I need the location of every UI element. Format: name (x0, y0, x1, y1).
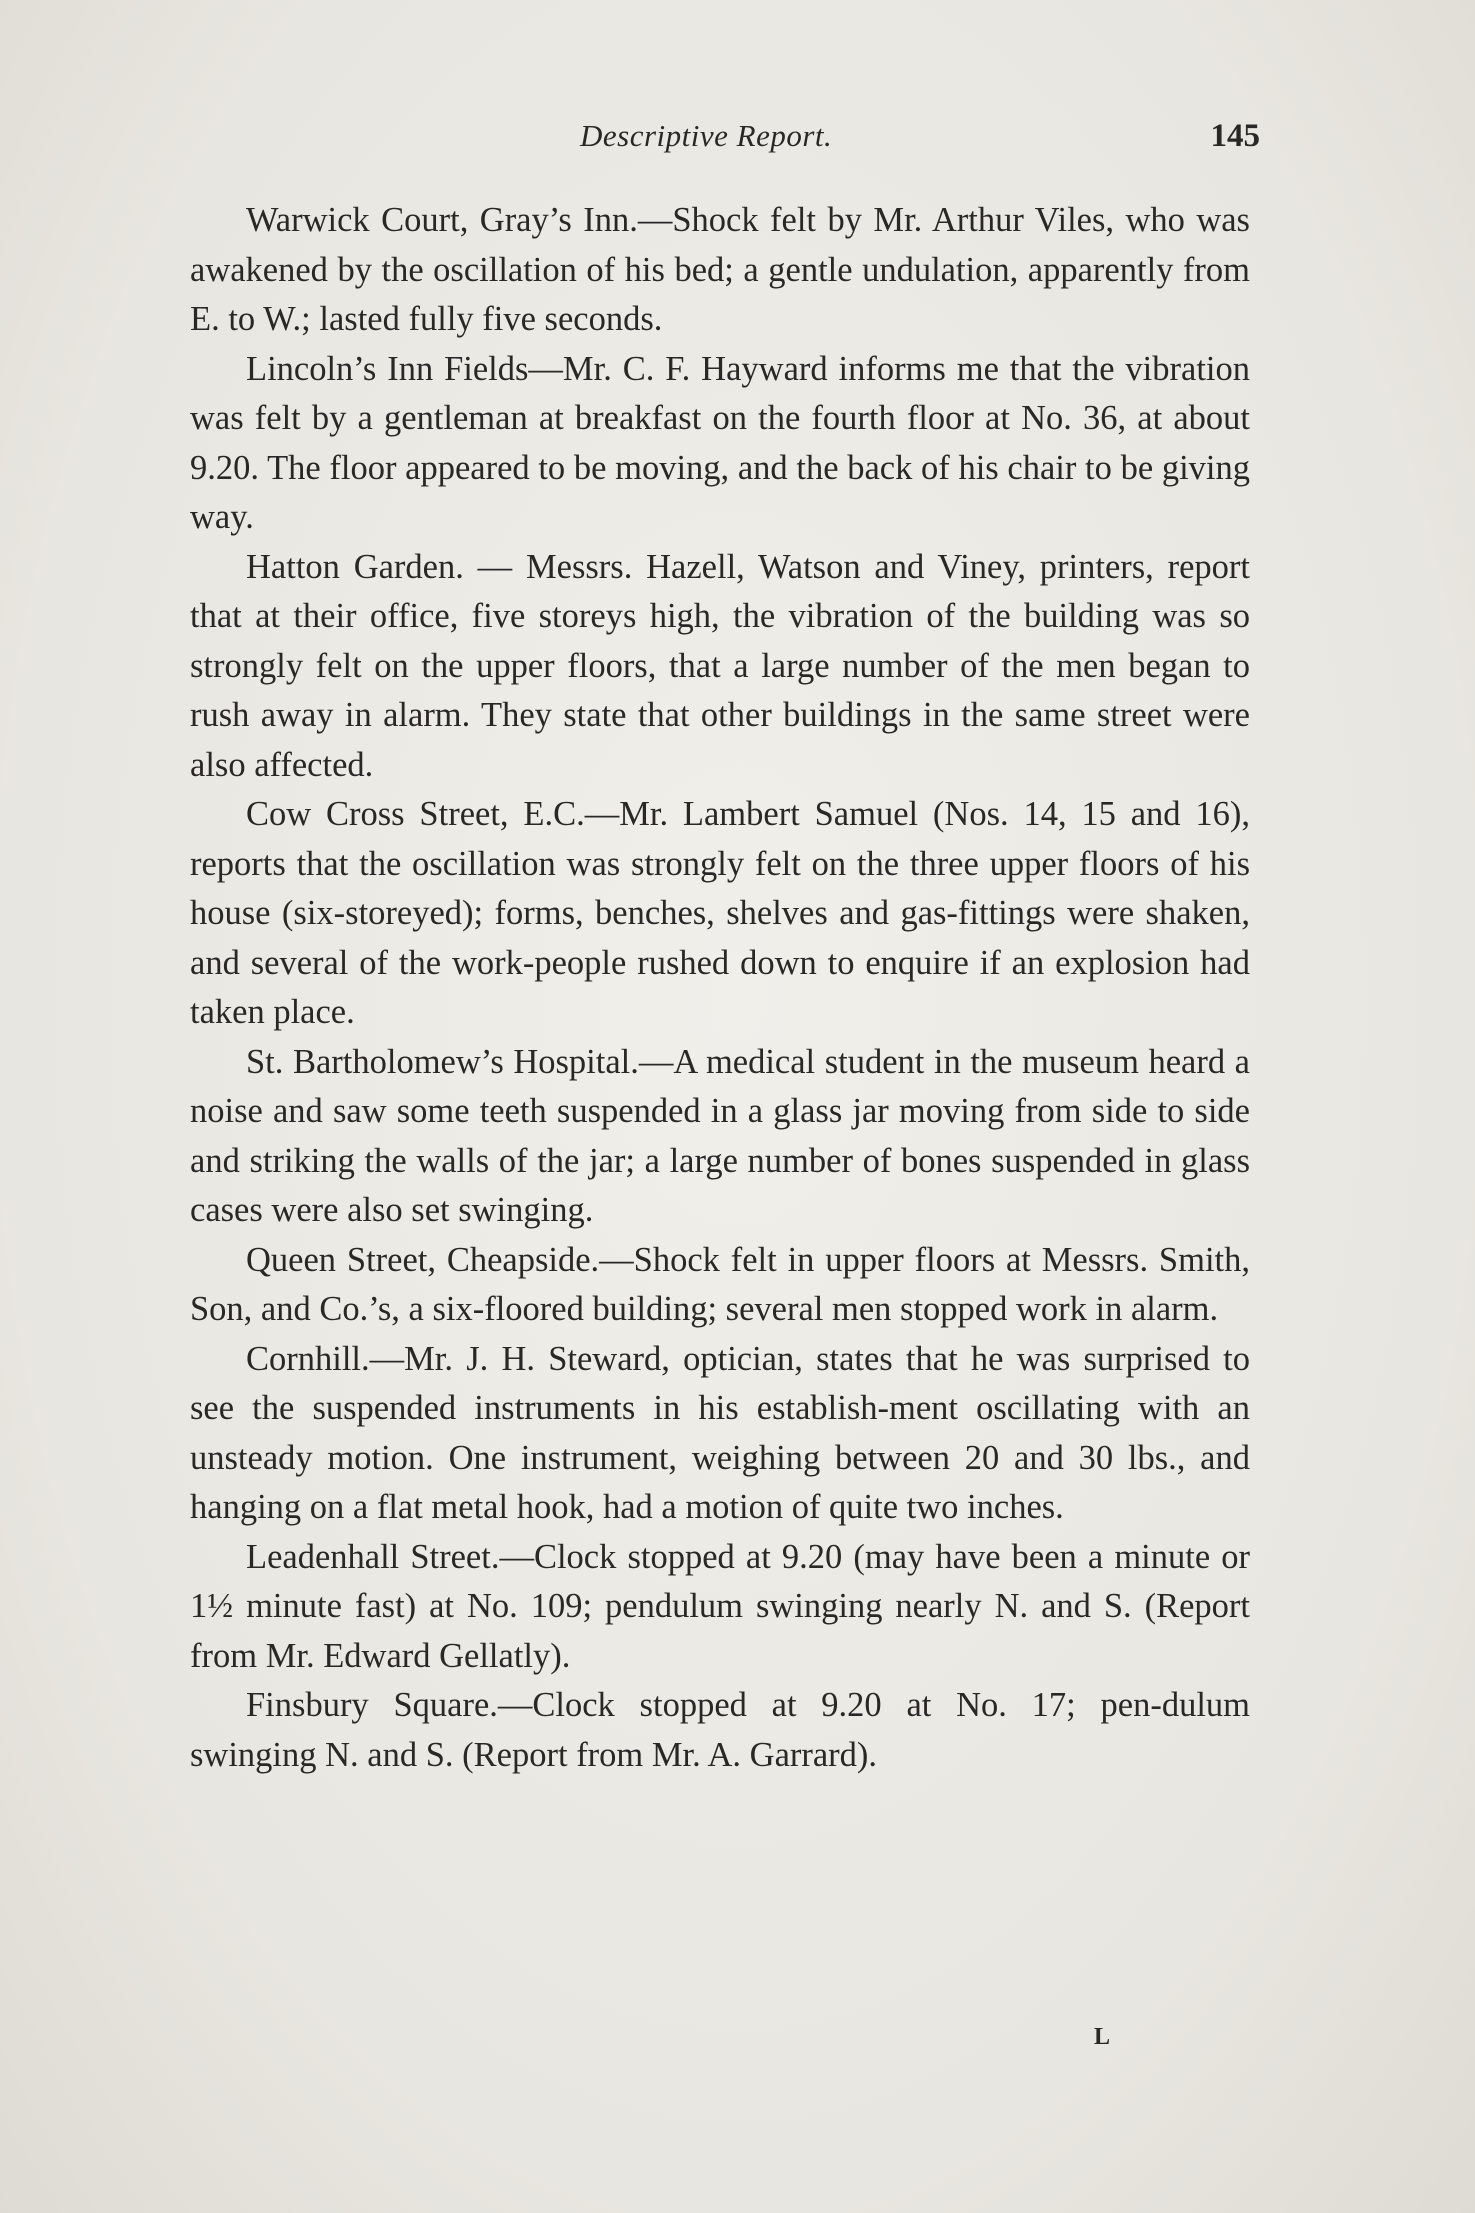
paragraph-warwick-court: Warwick Court, Gray’s Inn.—Shock felt by Mr. Arthur Viles, who was awakened by the oscillation of his bed; a gentle undulation, apparently from E. to W.; lasted fully five seconds. (190, 201, 1250, 338)
page-number: 145 (1210, 118, 1260, 154)
paragraph-queen-street: Queen Street, Cheapside.—Shock felt in upper floors at Messrs. Smith, Son, and Co.’s, a six-floored building; several men stopped work in alarm. (190, 1240, 1250, 1328)
paragraph-cow-cross-street: Cow Cross Street, E.C.—Mr. Lambert Samuel (Nos. 14, 15 and 16), reports that the oscillation was strongly felt on the three upper floors of his house (six-storeyed); forms, benches, shelves and gas-fittings were shaken, and several of the work-people rushed down to enquire if an explosion had taken place. (190, 795, 1250, 1031)
paragraph-lincolns-inn-fields: Lincoln’s Inn Fields—Mr. C. F. Hayward informs me that the vibration was felt by a gentleman at breakfast on the fourth floor at No. 36, at about 9.20. The floor appeared to be moving, and the back of his chair to be giving way. (190, 349, 1250, 536)
paragraph-finsbury-square: Finsbury Square.—Clock stopped at 9.20 at No. 17; pen-dulum swinging N. and S. (Report from Mr. A. Garrard). (190, 1686, 1250, 1774)
report-body (190, 196, 1250, 1780)
paragraph-hatton-garden: Hatton Garden. — Messrs. Hazell, Watson and Viney, printers, report that at their office, five storeys high, the vibration of the building was so strongly felt on the upper floors, that a large number of the men began to rush away in alarm. They state that other buildings in the same street were also affected. (190, 547, 1250, 784)
paragraph-st-bartholomews-hospital: St. Bartholomew’s Hospital.—A medical student in the museum heard a noise and saw some teeth suspended in a glass jar moving from side to side and striking the walls of the jar; a large number of bones suspended in glass cases were also set swinging. (190, 1042, 1250, 1229)
paragraph-cornhill: Cornhill.—Mr. J. H. Steward, optician, states that he was surprised to see the suspended instruments in his establish-ment oscillating with an unsteady motion. One instrument, weighing between 20 and 30 lbs., and hanging on a flat metal hook, had a motion of quite two inches. (190, 1339, 1250, 1526)
signature-mark: L (1094, 2024, 1112, 2050)
paragraph-leadenhall-street: Leadenhall Street.—Clock stopped at 9.20 (may have been a minute or 1½ minute fast) at No. 109; pendulum swinging nearly N. and S. (Report from Mr. Edward Gellatly). (190, 1537, 1250, 1675)
page-header (190, 118, 1260, 168)
running-head: Descriptive Report. (580, 118, 833, 153)
